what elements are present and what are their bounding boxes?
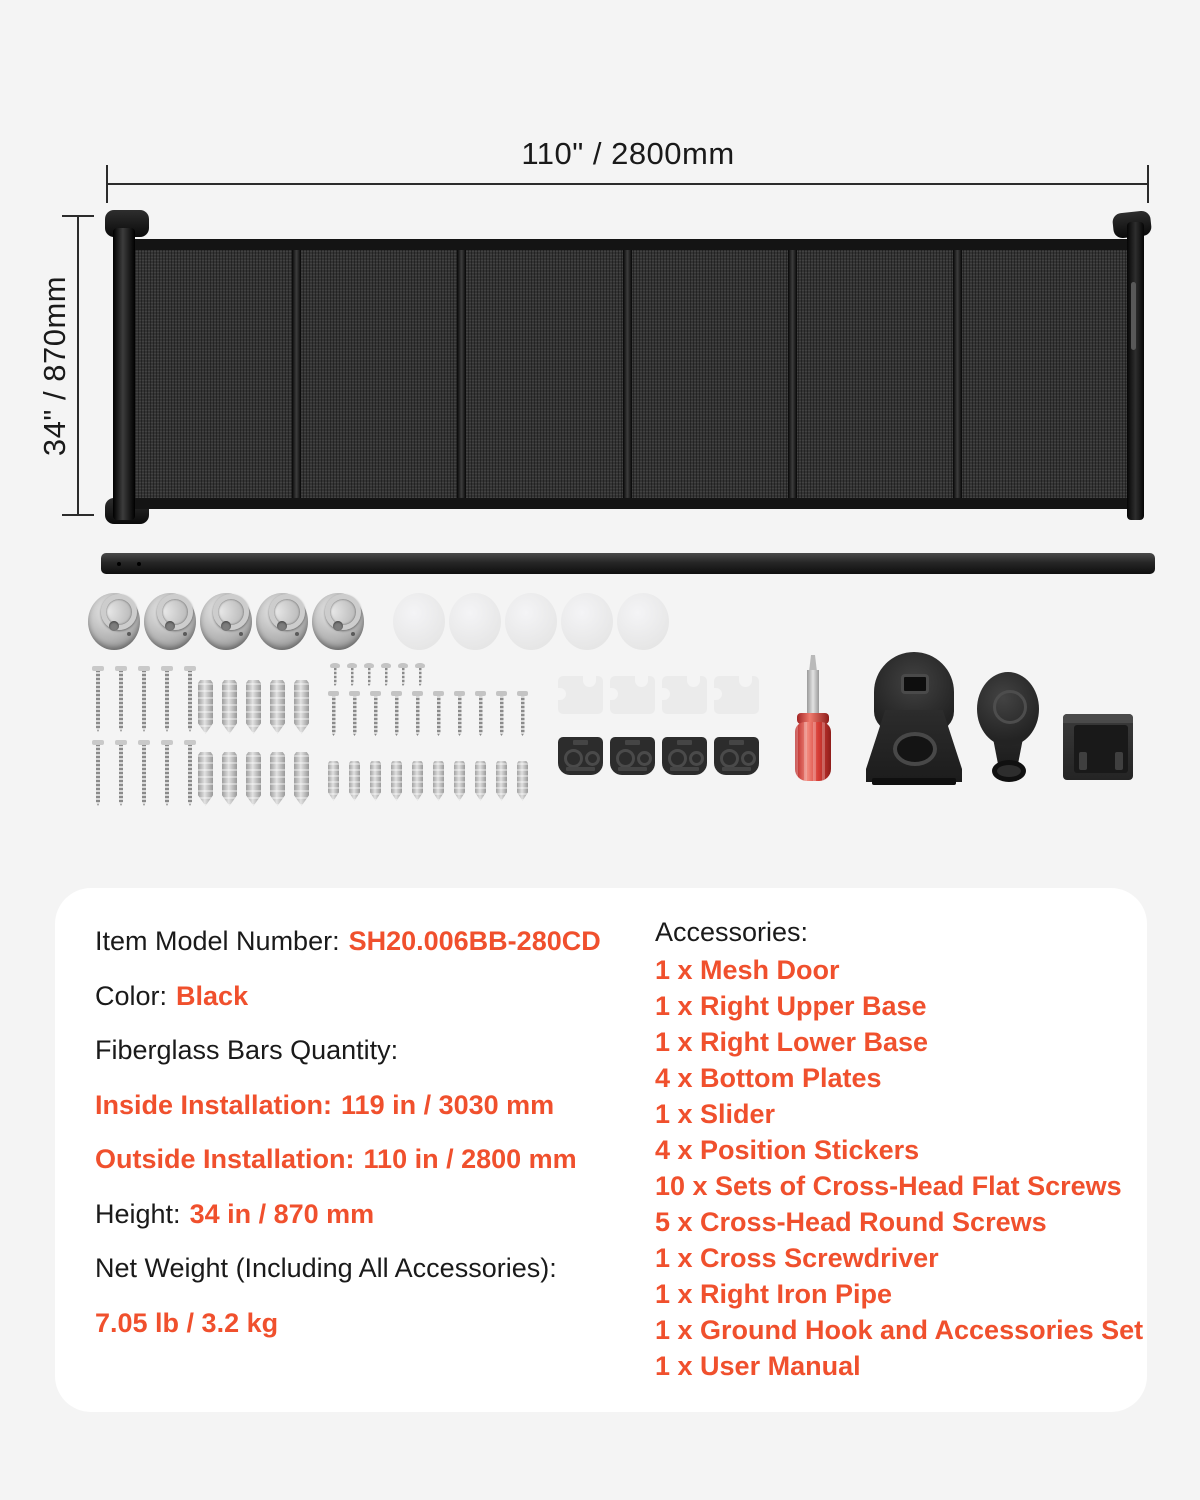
accessory-item: 1 x Right Upper Base <box>655 991 927 1021</box>
position-sticker-icon <box>610 676 655 714</box>
position-sticker-icon <box>662 676 707 714</box>
white-disc-icon <box>505 593 557 650</box>
height-dimension-tick-bottom <box>62 514 94 516</box>
round-head-screw-icon <box>364 663 374 686</box>
accessories-list <box>655 912 1144 1384</box>
bottom-plate-icon <box>610 737 655 775</box>
round-head-screw-icon <box>330 663 340 686</box>
long-screws-row1 <box>92 666 196 732</box>
fiberglass-bar <box>788 250 797 498</box>
spec-panel <box>55 888 1147 1412</box>
accessory-item: 10 x Sets of Cross-Head Flat Screws <box>655 1171 1122 1201</box>
spec-row-bars-quantity: Fiberglass Bars Quantity: <box>95 1035 399 1065</box>
wall-anchor-icon <box>270 680 285 734</box>
long-screws-row2 <box>92 740 196 806</box>
flat-head-screw-icon <box>454 691 465 736</box>
wall-anchor-icon <box>294 752 309 806</box>
flat-head-screw-icon <box>412 691 423 736</box>
flat-head-screw-icon <box>475 691 486 736</box>
small-anchor-icon <box>328 761 339 801</box>
white-disc-icon <box>393 593 445 650</box>
white-disc-icon <box>449 593 501 650</box>
small-anchor-icon <box>391 761 402 801</box>
white-discs-group <box>393 593 669 650</box>
spec-row-model: Item Model Number: SH20.006BB-280CD <box>95 926 601 956</box>
right-lower-base-icon <box>977 672 1039 782</box>
wall-anchor-icon <box>198 680 213 734</box>
accessory-item: 1 x Ground Hook and Accessories Set <box>655 1315 1144 1345</box>
long-screw-icon <box>92 666 104 732</box>
accessory-item: 4 x Bottom Plates <box>655 1063 882 1093</box>
wall-anchor-icon <box>222 752 237 806</box>
ground-hook-icon <box>144 593 196 650</box>
long-screw-icon <box>161 666 173 732</box>
small-anchor-icon <box>370 761 381 801</box>
flat-head-screw-icon <box>496 691 507 736</box>
bottom-plate-icon <box>662 737 707 775</box>
small-anchor-icon <box>517 761 528 801</box>
spec-list <box>95 914 640 1350</box>
width-dimension-label: 110" / 2800mm <box>521 136 735 171</box>
width-dimension-tick-left <box>106 165 108 203</box>
accessory-item: 1 x Right Lower Base <box>655 1027 929 1057</box>
flat-head-screw-icon <box>433 691 444 736</box>
accessory-item: 1 x Right Iron Pipe <box>655 1279 893 1309</box>
width-dimension-line <box>107 183 1149 185</box>
right-iron-pipe <box>101 553 1155 574</box>
fiberglass-bar <box>292 250 301 498</box>
long-screw-icon <box>184 740 196 806</box>
long-screw-icon <box>184 666 196 732</box>
bottom-plate-icon <box>714 737 759 775</box>
slider-icon <box>1063 714 1133 780</box>
accessories-title: Accessories: <box>655 917 809 947</box>
right-upper-base-icon <box>866 652 962 782</box>
accessory-item: 5 x Cross-Head Round Screws <box>655 1207 1047 1237</box>
small-anchor-icon <box>433 761 444 801</box>
round-head-screws-group <box>330 663 425 686</box>
wall-anchor-icon <box>198 752 213 806</box>
ground-hook-icon <box>200 593 252 650</box>
ground-hook-icon <box>88 593 140 650</box>
long-screw-icon <box>115 666 127 732</box>
accessory-item: 1 x Slider <box>655 1099 776 1129</box>
flat-head-screws-group <box>328 691 528 736</box>
screwdriver-handle <box>795 722 831 781</box>
flat-head-screw-icon <box>370 691 381 736</box>
accessory-item: 4 x Position Stickers <box>655 1135 920 1165</box>
ground-hooks-group <box>88 593 364 650</box>
spec-row-net-weight-label: Net Weight (Including All Accessories): <box>95 1253 557 1283</box>
long-screw-icon <box>161 740 173 806</box>
spec-row-height: Height: 34 in / 870 mm <box>95 1198 375 1229</box>
accessory-item: 1 x Cross Screwdriver <box>655 1243 939 1273</box>
spec-row-net-weight-value: 7.05 lb / 3.2 kg <box>95 1307 279 1338</box>
wall-anchors-row2 <box>198 752 309 806</box>
mesh-fabric <box>135 239 1127 509</box>
position-sticker-icon <box>558 676 603 714</box>
bottom-plate-icon <box>558 737 603 775</box>
fiberglass-bar <box>953 250 962 498</box>
height-dimension-label: 34" / 870mm <box>37 275 72 457</box>
small-anchor-icon <box>349 761 360 801</box>
long-screw-icon <box>115 740 127 806</box>
long-screw-icon <box>92 740 104 806</box>
small-anchor-icon <box>496 761 507 801</box>
left-roller-post <box>113 228 135 520</box>
wall-anchors-row1 <box>198 680 309 734</box>
cross-screwdriver-icon <box>793 655 833 781</box>
wall-anchor-icon <box>246 752 261 806</box>
fiberglass-bar <box>623 250 632 498</box>
small-anchor-icon <box>475 761 486 801</box>
position-stickers-group <box>558 676 759 714</box>
flat-head-screw-icon <box>517 691 528 736</box>
accessory-item: 1 x Mesh Door <box>655 955 840 985</box>
long-screw-icon <box>138 666 150 732</box>
long-screw-icon <box>138 740 150 806</box>
spec-row-outside-installation: Outside Installation: 110 in / 2800 mm <box>95 1144 577 1174</box>
white-disc-icon <box>617 593 669 650</box>
round-head-screw-icon <box>398 663 408 686</box>
ground-hook-icon <box>312 593 364 650</box>
position-sticker-icon <box>714 676 759 714</box>
right-post-latch-slot <box>1131 282 1136 350</box>
flat-head-screw-icon <box>328 691 339 736</box>
round-head-screw-icon <box>415 663 425 686</box>
height-dimension-line <box>77 216 79 516</box>
bottom-plates-group <box>558 737 759 775</box>
height-dimension-tick-top <box>62 215 94 217</box>
spec-row-color: Color: Black <box>95 980 249 1011</box>
white-disc-icon <box>561 593 613 650</box>
wall-anchor-icon <box>270 752 285 806</box>
round-head-screw-icon <box>381 663 391 686</box>
fiberglass-bar <box>457 250 466 498</box>
spec-row-inside-installation: Inside Installation: 119 in / 3030 mm <box>95 1089 555 1120</box>
wall-anchor-icon <box>294 680 309 734</box>
accessory-item: 1 x User Manual <box>655 1351 861 1381</box>
flat-head-screw-icon <box>349 691 360 736</box>
small-anchor-icon <box>412 761 423 801</box>
small-anchors-group <box>328 761 528 801</box>
width-dimension-tick-right <box>1147 165 1149 203</box>
ground-hook-icon <box>256 593 308 650</box>
wall-anchor-icon <box>222 680 237 734</box>
right-post <box>1127 222 1144 520</box>
wall-anchor-icon <box>246 680 261 734</box>
small-anchor-icon <box>454 761 465 801</box>
flat-head-screw-icon <box>391 691 402 736</box>
screwdriver-shaft <box>807 670 819 716</box>
round-head-screw-icon <box>347 663 357 686</box>
